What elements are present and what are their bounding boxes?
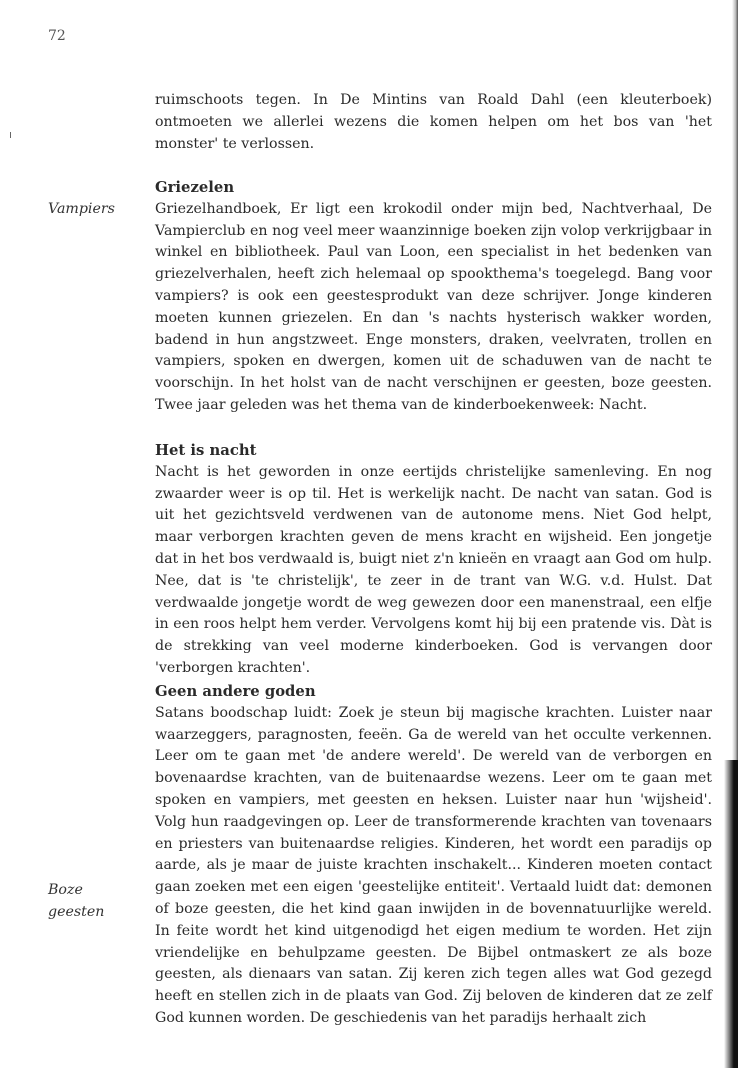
section-body: Griezelhandboek, Er ligt een krokodil onder mijn bed, Nachtverhaal, De Vampierclub en nog veel meer waanzinnige boeken zijn volop verkrijgbaar in winkel en bibliotheek. Paul van Loon, een specialist in het bedenken van griezelverhalen, heeft zich helemaal op spookthema's toegelegd. Bang voor vampiers? is ook een geestesprodukt van deze schrijver. Jonge kinderen moeten kunnen griezelen. En dan 's nachts hysterisch wakker worden, badend in hun angstzweet. Enge monsters, draken, veelvraten, trollen en vampiers, spoken en dwergen, komen uit de schaduwen van de nacht te voorschijn. In het holst van de nacht verschijnen er geesten, boze geesten. Twee jaar geleden was het thema van de kinderboekenweek: Nacht.	[155, 200, 712, 413]
section-heading: Griezelen	[155, 179, 235, 196]
section-griezelen	[155, 177, 712, 417]
section-body: Nacht is het geworden in onze eertijds christelijke samenleving. En nog zwaarder weer is op til. Het is werkelijk nacht. De nacht van satan. God is uit het gezichtsveld verdwenen van de autonome mens. Niet God helpt, maar verborgen krachten geven de mens kracht en wijsheid. Een jongetje dat in het bos verdwaald is, buigt niet z'n knieën en vraagt aan God om hulp. Nee, dat is 'te christelijk', te zeer in de trant van W.G. v.d. Hulst. Dat verdwaalde jongetje wordt de weg gewezen door een manenstraal, een elfje in een roos helpt hem verder. Vervolgens komt hij bij een pratende vis. Dàt is de strekking van veel moderne kinderboeken. God is vervangen door 'verborgen krachten'.	[155, 463, 712, 676]
page-edge-shadow-bottom	[724, 760, 738, 1068]
section-geen-andere-goden	[155, 681, 712, 1030]
section-heading: Het is nacht	[155, 442, 257, 459]
margin-note-line: Boze	[48, 882, 83, 898]
margin-note-vampiers: Vampiers	[48, 201, 115, 217]
intro-paragraph: ruimschoots tegen. In De Mintins van Roald Dahl (een kleuterboek) ontmoeten we allerlei wezens die komen helpen om het bos van 'het monster' te verlossen.	[155, 92, 712, 152]
page-number: 72	[48, 28, 66, 44]
section-heading: Geen andere goden	[155, 683, 316, 700]
section-het-is-nacht	[155, 440, 712, 680]
margin-note-boze-geesten	[48, 880, 104, 924]
margin-mark	[10, 132, 11, 138]
margin-note-line: geesten	[48, 903, 105, 920]
section-body: Satans boodschap luidt: Zoek je steun bij magische krachten. Luister naar waarzeggers, paragnosten, feeën. Ga de wereld van het occulte verkennen. Leer om te gaan met 'de andere wereld'. De wereld van de verborgen en bovenaardse krachten, van de buitenaardse wezens. Leer om te gaan met spoken en vampiers, met geesten en heksen. Luister naar hun 'wijsheid'. Volg hun raadgevingen op. Leer de transformerende krachten van tovenaars en priesters van buitenaardse religies. Kinderen, het wordt een paradijs op aarde, als je maar de juiste krachten inschakelt... Kinderen moeten contact gaan zoeken met een eigen 'geestelijke entiteit'. Vertaald luidt dat: demonen of boze geesten, die het kind gaan inwijden in de bovennatuurlijke wereld. In feite wordt het kind uitgenodigd het eigen medium te worden. Het zijn vriendelijke en behulpzame geesten. De Bijbel ontmaskert ze als boze geesten, als dienaars van satan. Zij keren zich tegen alles wat God gezegd heeft en stellen zich in de plaats van God. Zij beloven de kinderen dat ze zelf God kunnen worden. De geschiedenis van het paradijs herhaalt zich	[155, 704, 712, 1026]
